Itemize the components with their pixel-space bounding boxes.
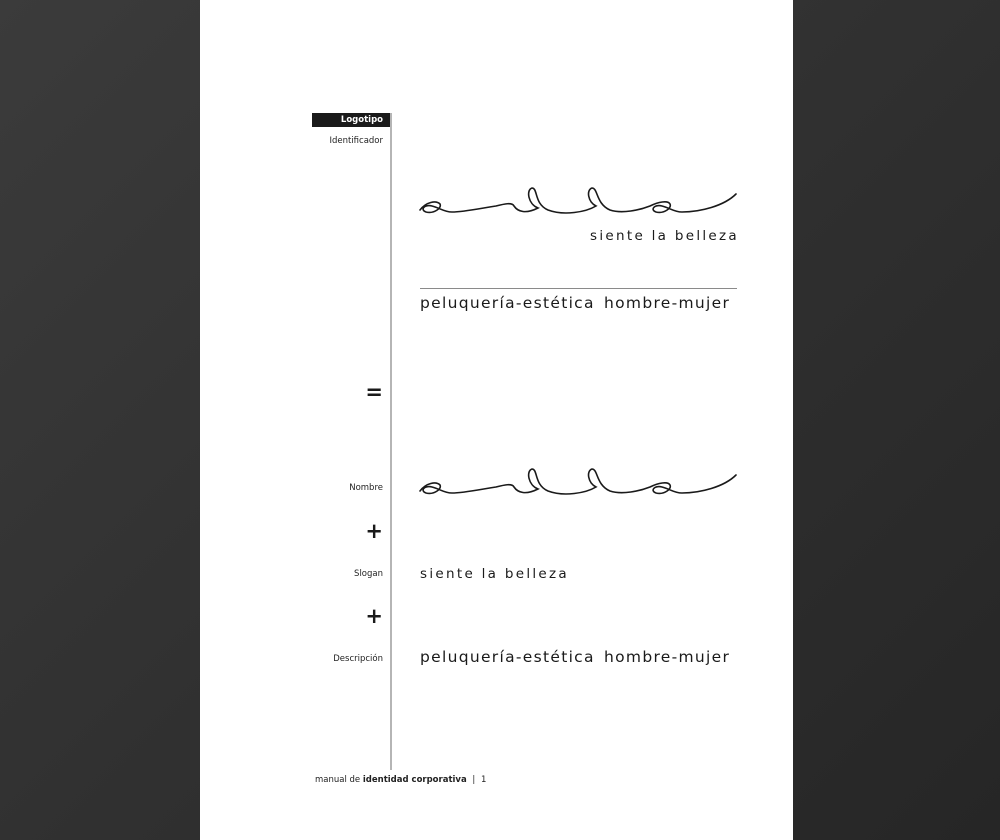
logo-slogan-text: siente la belleza bbox=[590, 228, 739, 244]
document-page bbox=[200, 0, 793, 840]
footer-title: identidad corporativa bbox=[362, 775, 467, 785]
description-label: Descripción bbox=[333, 654, 383, 664]
slogan-text: siente la belleza bbox=[420, 566, 569, 582]
page-footer bbox=[315, 775, 486, 785]
equals-symbol: = bbox=[365, 380, 383, 404]
plus-symbol-2: + bbox=[365, 604, 383, 628]
vertical-divider bbox=[390, 113, 392, 770]
plus-symbol-1: + bbox=[365, 519, 383, 543]
horizontal-rule bbox=[420, 288, 737, 289]
footer-prefix: manual de bbox=[315, 775, 361, 785]
section-header-label: Logotipo bbox=[312, 113, 390, 127]
brand-name-wordmark bbox=[418, 467, 740, 501]
footer-separator: | bbox=[472, 775, 476, 785]
page-number: 1 bbox=[481, 775, 487, 785]
brand-logo-wordmark bbox=[418, 186, 740, 220]
name-label: Nombre bbox=[349, 483, 383, 493]
slogan-label: Slogan bbox=[354, 569, 383, 579]
logo-description-text: peluquería-estética hombre-mujer bbox=[420, 294, 731, 312]
section-sub-label: Identificador bbox=[329, 136, 383, 146]
description-text: peluquería-estética hombre-mujer bbox=[420, 648, 731, 666]
